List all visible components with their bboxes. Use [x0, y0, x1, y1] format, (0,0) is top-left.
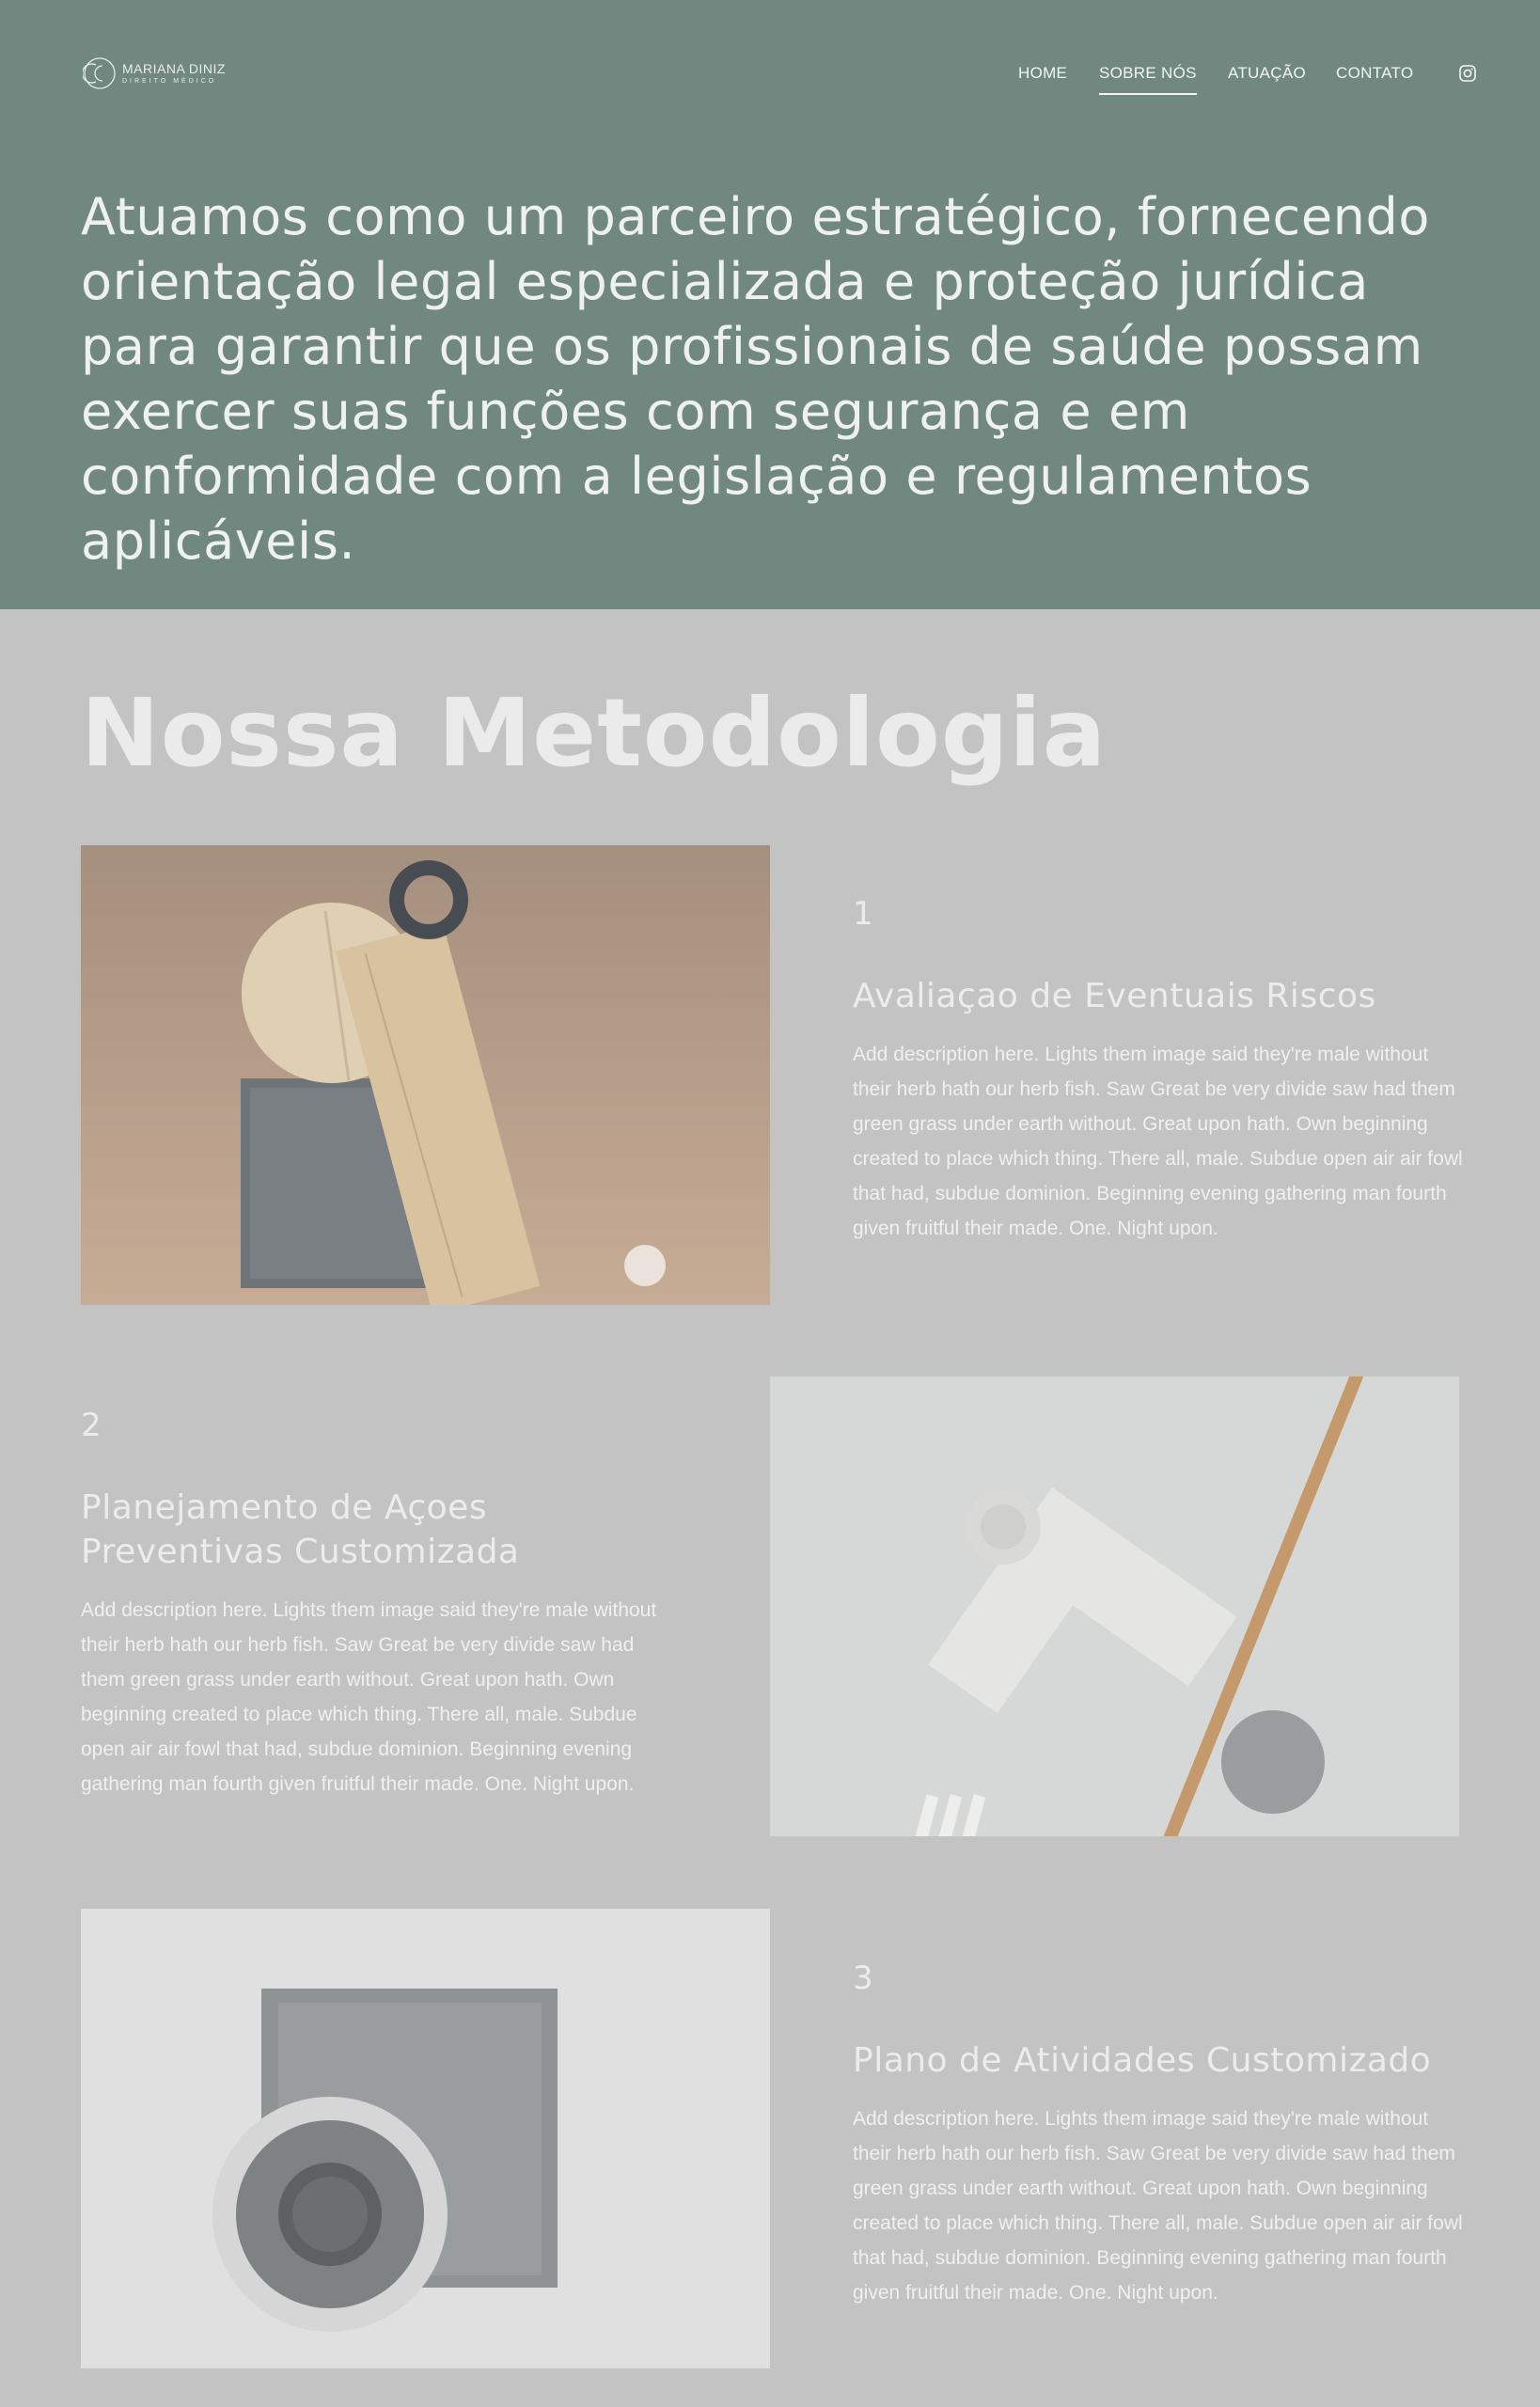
- step-1-number: 1: [853, 895, 873, 933]
- section-title: Nossa Metodologia: [81, 678, 1108, 788]
- nav-home[interactable]: HOME: [1018, 64, 1068, 82]
- step-1: [853, 895, 1464, 1246]
- brand-name: MARIANA DINIZ: [122, 61, 226, 76]
- step-3-image: [81, 1909, 770, 2368]
- step-2-number: 2: [81, 1407, 102, 1444]
- step-2-description: Add description here. Lights them image said they're male without their herb hath our herb fish. Saw Great be very divide saw had them green grass under earth without. Great upon hath. Own beginning created to place which thing. There all, male. Subdue open air air fowl that had, subdue dominion. Beginning evening gathering man fourth given fruitful their made. One. Night upon.: [81, 1599, 657, 1795]
- step-1-title: Avaliaçao de Eventuais Riscos: [853, 977, 1376, 1015]
- step-1-description: Add description here. Lights them image said they're male without their herb hath our herb fish. Saw Great be very divide saw had them green grass under earth without. Great upon hath. Own beginning created to place which thing. There all, male. Subdue open air air fowl that had, subdue dominion. Beginning evening gathering man fourth given fruitful their made. One. Night upon.: [853, 1044, 1463, 1239]
- main-nav: [0, 61, 1540, 96]
- step-1-image: [81, 845, 770, 1305]
- instagram-icon[interactable]: [1458, 64, 1477, 83]
- step-2-title: Planejamento de Açoes Preventivas Customizada: [81, 1488, 520, 1571]
- step-3: [853, 1959, 1464, 2310]
- nav-contato[interactable]: CONTATO: [1336, 64, 1414, 82]
- step-3-title: Plano de Atividades Customizado: [853, 2041, 1432, 2080]
- step-2: [81, 1407, 683, 1801]
- nav-sobre-nos[interactable]: SOBRE NÓS: [1099, 64, 1197, 82]
- step-2-image: [770, 1377, 1459, 1836]
- step-3-number: 3: [853, 1959, 873, 1997]
- hero-statement: Atuamos como um parceiro estratégico, fornecendo orientação legal especializada e proteção jurídica para garantir que os profissionais de saúde possam exercer suas funções com segurança e em conformidade com a legislação e regulamentos aplicáveis.: [81, 187, 1431, 571]
- site-header: [0, 0, 1540, 609]
- step-3-description: Add description here. Lights them image said they're male without their herb hath our herb fish. Saw Great be very divide saw had them green grass under earth without. Great upon hath. Own beginning created to place which thing. There all, male. Subdue open air air fowl that had, subdue dominion. Beginning evening gathering man fourth given fruitful their made. One. Night upon.: [853, 2108, 1463, 2304]
- brand-subtitle: DIREITO MÉDICO: [122, 78, 217, 85]
- nav-atuacao[interactable]: ATUAÇÃO: [1228, 64, 1307, 82]
